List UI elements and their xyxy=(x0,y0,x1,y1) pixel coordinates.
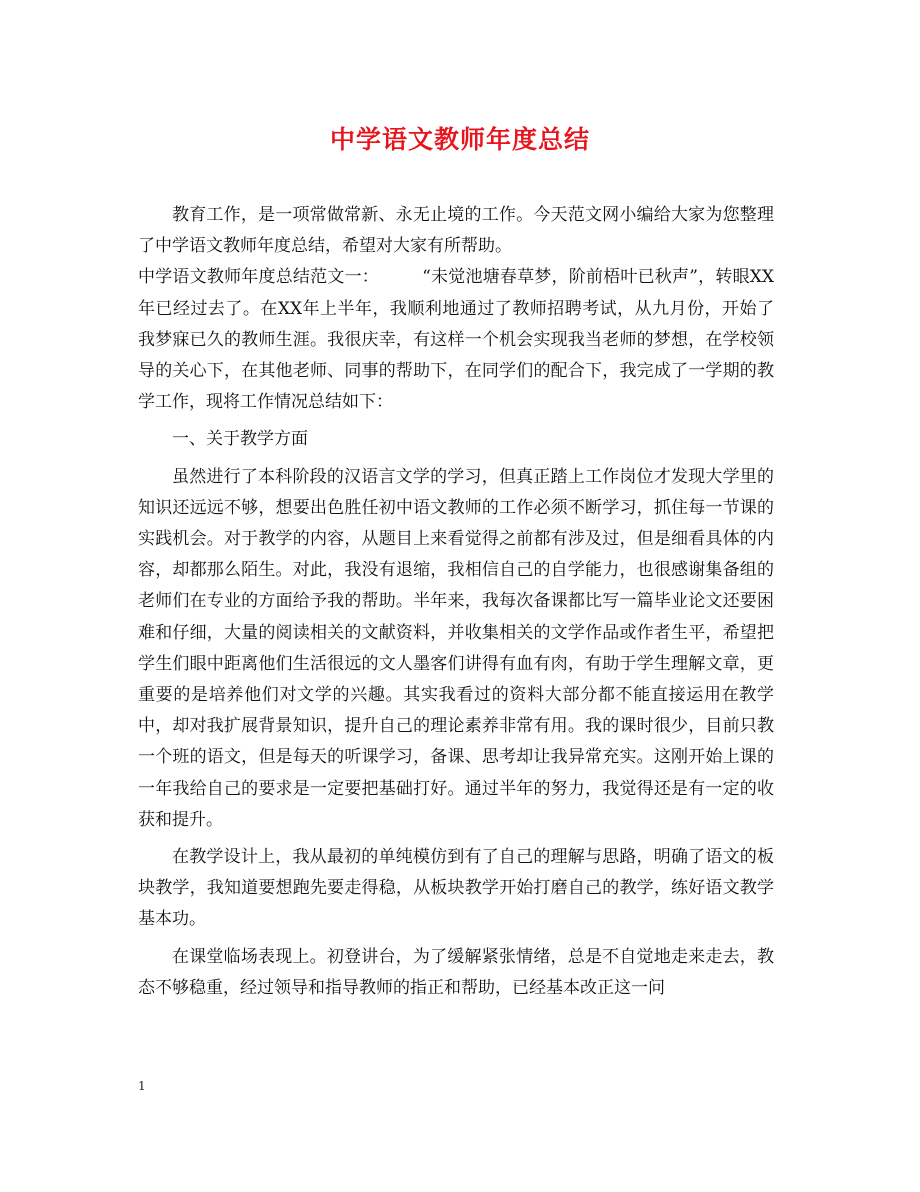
section-heading-teaching: 一、关于教学方面 xyxy=(172,429,308,450)
paragraph-intro: 教育工作，是一项常做常新、永无止境的工作。今天范文网小编给大家为您整理了中学语文教师年度总结，希望对大家有所帮助。 xyxy=(138,205,774,257)
paragraph-teaching: 虽然进行了本科阶段的汉语言文学的学习，但真正踏上工作岗位才发现大学里的知识还远远不够，想要出色胜任初中语文教师的工作必须不断学习，抓住每一节课的实践机会。对于教学的内容，从题目上来看觉得之前都有涉及过，但是细看具体的内容，却都那么陌生。对此，我没有退缩，我相信自己的自学能力，也很感谢集备组的老师们在专业的方面给予我的帮助。半年来，我每次备课都比写一篇毕业论文还要困难和仔细，大量的阅读相关的文献资料，并收集相关的文学作品或作者生平，希望把学生们眼中距离他们生活很远的文人墨客们讲得有血有肉，有助于学生理解文章，更重要的是培养他们对文学的兴趣。其实我看过的资料大部分都不能直接运用在教学中，却对我扩展背景知识，提升自己的理论素养非常有用。我的课时很少，目前只教一个班的语文，但是每天的听课学习，备课、思考却让我异常充实。这刚开始上课的一年我给自己的要求是一定要把基础打好。通过半年的努力，我觉得还是有一定的收获和提升。 xyxy=(138,466,774,830)
paragraph-design: 在教学设计上，我从最初的单纯模仿到有了自己的理解与思路，明确了语文的板块教学，我知道要想跑先要走得稳，从板块教学开始打磨自己的教学，练好语文教学基本功。 xyxy=(138,847,774,930)
page-number: 1 xyxy=(138,1079,146,1093)
paragraph-classroom: 在课堂临场表现上。初登讲台，为了缓解紧张情绪，总是不自觉地走来走去，教态不够稳重，经过领导和指导教师的指正和帮助，已经基本改正这一问 xyxy=(138,946,774,998)
document-body xyxy=(138,200,774,1004)
paragraph-sample-one: 中学语文教师年度总结范文一： “未觉池塘春草梦，阶前梧叶已秋声”，转眼XX年已经过去了。在XX年上半年，我顺利地通过了教师招聘考试，从九月份，开始了我梦寐已久的教师生涯。我很庆幸，有这样一个机会实现我当老师的梦想，在学校领导的关心下，在其他老师、同事的帮助下，在同学们的配合下，我完成了一学期的教学工作，现将工作情况总结如下： xyxy=(138,267,774,413)
document-title: 中学语文教师年度总结 xyxy=(329,125,590,154)
